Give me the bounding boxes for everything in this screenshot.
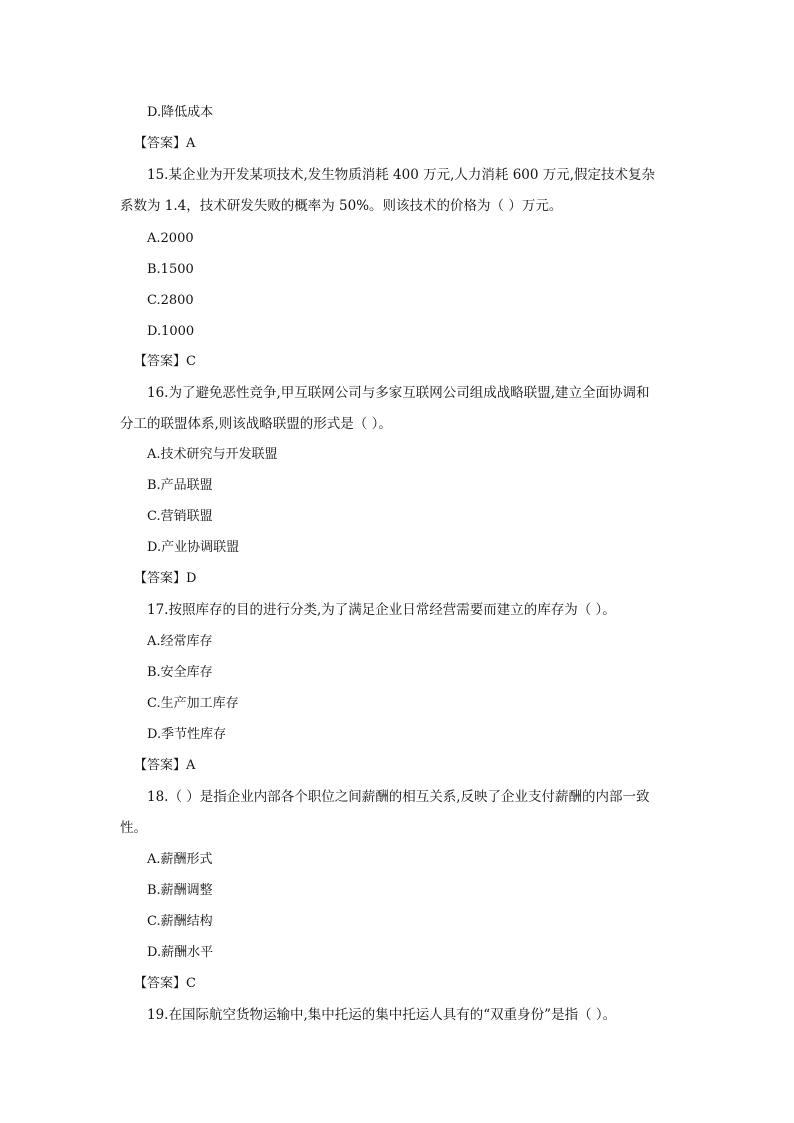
option-q15-d: D.1000 xyxy=(147,324,195,339)
question-18-line-2: 性。 xyxy=(120,820,147,836)
question-15-line-1: 15.某企业为开发某项技术,发生物质消耗 400 万元,人力消耗 600 万元,假定技术复杂 xyxy=(147,167,656,183)
option-q15-a: A.2000 xyxy=(147,231,194,246)
option-q16-d: D.产业协调联盟 xyxy=(147,540,240,555)
question-18-line-1: 18.（ ）是指企业内部各个职位之间薪酬的相互关系,反映了企业支付薪酬的内部一致 xyxy=(147,789,650,805)
option-q16-a: A.技术研究与开发联盟 xyxy=(147,447,278,462)
answer-q14: 【答案】A xyxy=(134,136,196,151)
answer-q17: 【答案】A xyxy=(134,758,196,773)
option-q17-b: B.安全库存 xyxy=(147,665,213,680)
option-q18-d: D.薪酬水平 xyxy=(147,945,214,960)
option-q15-c: C.2800 xyxy=(147,293,194,308)
option-q17-a: A.经常库存 xyxy=(147,634,213,649)
answer-q15: 【答案】C xyxy=(134,354,196,369)
option-q18-b: B.薪酬调整 xyxy=(147,883,213,898)
option-q18-c: C.薪酬结构 xyxy=(147,914,213,929)
option-q17-c: C.生产加工库存 xyxy=(147,696,239,711)
answer-q16: 【答案】D xyxy=(134,571,197,586)
question-16-line-2: 分工的联盟体系,则该战略联盟的形式是（ ）。 xyxy=(120,416,392,432)
option-q16-b: B.产品联盟 xyxy=(147,478,213,493)
question-16-line-1: 16.为了避免恶性竞争,甲互联网公司与多家互联网公司组成战略联盟,建立全面协调和 xyxy=(147,385,650,401)
option-q16-c: C.营销联盟 xyxy=(147,509,213,524)
question-15-line-2: 系数为 1.4，技术研发失败的概率为 50%。则该技术的价格为（ ）万元。 xyxy=(120,198,563,214)
question-17-line-1: 17.按照库存的目的进行分类,为了满足企业日常经营需要而建立的库存为（ ）。 xyxy=(147,602,616,618)
option-q15-b: B.1500 xyxy=(147,262,194,277)
answer-q18: 【答案】C xyxy=(134,976,196,991)
question-19-line-1: 19.在国际航空货物运输中,集中托运的集中托运人具有的“双重身份”是指（ ）。 xyxy=(147,1007,617,1023)
option-q14-d: D.降低成本 xyxy=(147,105,214,120)
option-q17-d: D.季节性库存 xyxy=(147,727,227,742)
option-q18-a: A.薪酬形式 xyxy=(147,852,213,867)
